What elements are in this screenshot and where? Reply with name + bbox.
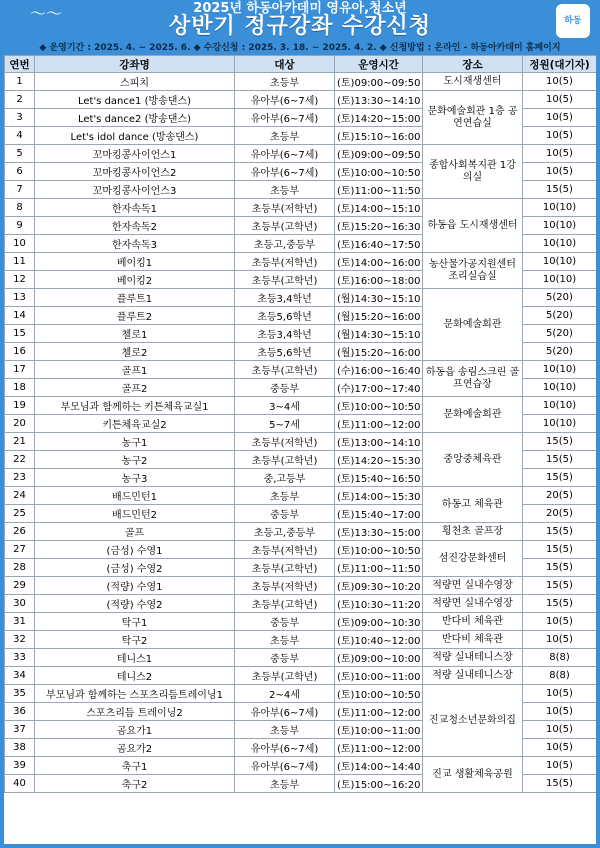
course-name: 테니스1 — [35, 649, 235, 667]
row-number: 23 — [5, 469, 35, 487]
row-number: 36 — [5, 703, 35, 721]
schedule-time: (토)13:00~14:10 — [335, 433, 423, 451]
course-name: 꼬마킹콩사이언스1 — [35, 145, 235, 163]
row-number: 2 — [5, 91, 35, 109]
capacity: 10(10) — [523, 379, 597, 397]
target-group: 초등부(고학년) — [235, 559, 335, 577]
row-number: 14 — [5, 307, 35, 325]
schedule-time: (월)15:20~16:00 — [335, 307, 423, 325]
schedule-time: (월)14:30~15:10 — [335, 289, 423, 307]
schedule-time: (토)15:00~16:20 — [335, 775, 423, 793]
course-name: 플루트1 — [35, 289, 235, 307]
schedule-time: (토)09:00~10:00 — [335, 649, 423, 667]
row-number: 20 — [5, 415, 35, 433]
course-name: 배드민턴1 — [35, 487, 235, 505]
target-group: 중등부 — [235, 649, 335, 667]
course-name: 한자속독3 — [35, 235, 235, 253]
target-group: 초등부 — [235, 487, 335, 505]
schedule-time: (토)14:00~14:40 — [335, 757, 423, 775]
capacity: 10(5) — [523, 757, 597, 775]
table-row — [5, 685, 597, 703]
target-group: 초등부 — [235, 775, 335, 793]
row-number: 16 — [5, 343, 35, 361]
column-header: 장소 — [423, 56, 523, 73]
target-group: 2~4세 — [235, 685, 335, 703]
capacity: 10(5) — [523, 631, 597, 649]
row-number: 8 — [5, 199, 35, 217]
table-row — [5, 523, 597, 541]
venue: 적량면 실내수영장 — [423, 577, 523, 595]
course-name: (적량) 수영2 — [35, 595, 235, 613]
capacity: 10(5) — [523, 145, 597, 163]
venue: 중앙중체육관 — [423, 433, 523, 487]
table-row — [5, 289, 597, 307]
row-number: 31 — [5, 613, 35, 631]
table-header-row — [5, 56, 597, 73]
course-name: 첼로1 — [35, 325, 235, 343]
row-number: 28 — [5, 559, 35, 577]
target-group: 중등부 — [235, 379, 335, 397]
schedule-time: (토)10:00~10:50 — [335, 541, 423, 559]
schedule-time: (토)16:00~18:00 — [335, 271, 423, 289]
course-name: (금성) 수영1 — [35, 541, 235, 559]
table-row — [5, 595, 597, 613]
row-number: 17 — [5, 361, 35, 379]
course-name: 베이킹1 — [35, 253, 235, 271]
target-group: 초등부 — [235, 631, 335, 649]
capacity: 8(8) — [523, 649, 597, 667]
course-name: 탁구1 — [35, 613, 235, 631]
course-name: 꼬마킹콩사이언스3 — [35, 181, 235, 199]
schedule-time: (토)14:00~15:30 — [335, 487, 423, 505]
bird-icon: 〜〜 — [30, 4, 63, 23]
row-number: 6 — [5, 163, 35, 181]
course-name: Let's dance1 (방송댄스) — [35, 91, 235, 109]
target-group: 초등부 — [235, 721, 335, 739]
table-row — [5, 649, 597, 667]
capacity: 10(10) — [523, 397, 597, 415]
capacity: 10(10) — [523, 217, 597, 235]
target-group: 유아부(6~7세) — [235, 145, 335, 163]
course-name: 곰요가1 — [35, 721, 235, 739]
venue: 적량면 실내수영장 — [423, 595, 523, 613]
capacity: 15(5) — [523, 181, 597, 199]
schedule-time: (토)10:00~10:50 — [335, 163, 423, 181]
schedule-time: (토)14:20~15:30 — [335, 451, 423, 469]
table-row — [5, 613, 597, 631]
course-name: 축구2 — [35, 775, 235, 793]
target-group: 초등부(고학년) — [235, 667, 335, 685]
schedule-time: (토)14:00~15:10 — [335, 199, 423, 217]
target-group: 중등부 — [235, 505, 335, 523]
schedule-time: (월)14:30~15:10 — [335, 325, 423, 343]
schedule-sheet — [4, 55, 596, 844]
column-header: 연번 — [5, 56, 35, 73]
course-table — [4, 55, 596, 793]
row-number: 33 — [5, 649, 35, 667]
target-group: 초등고,중등부 — [235, 235, 335, 253]
row-number: 30 — [5, 595, 35, 613]
target-group: 유아부(6~7세) — [235, 703, 335, 721]
row-number: 24 — [5, 487, 35, 505]
schedule-time: (토)11:00~11:50 — [335, 181, 423, 199]
capacity: 10(5) — [523, 163, 597, 181]
row-number: 18 — [5, 379, 35, 397]
capacity: 8(8) — [523, 667, 597, 685]
row-number: 38 — [5, 739, 35, 757]
course-name: 첼로2 — [35, 343, 235, 361]
schedule-time: (토)10:00~11:00 — [335, 721, 423, 739]
course-name: 배드민턴2 — [35, 505, 235, 523]
course-name: 베이킹2 — [35, 271, 235, 289]
capacity: 10(5) — [523, 109, 597, 127]
row-number: 35 — [5, 685, 35, 703]
venue: 농산물가공지원센터 조리실습실 — [423, 253, 523, 289]
target-group: 3~4세 — [235, 397, 335, 415]
course-name: 플루트2 — [35, 307, 235, 325]
course-name: 꼬마킹콩사이언스2 — [35, 163, 235, 181]
capacity: 10(5) — [523, 721, 597, 739]
venue: 적량 실내테니스장 — [423, 667, 523, 685]
table-row — [5, 361, 597, 379]
target-group: 5~7세 — [235, 415, 335, 433]
course-name: (금성) 수영2 — [35, 559, 235, 577]
column-header: 대상 — [235, 56, 335, 73]
capacity: 5(20) — [523, 343, 597, 361]
row-number: 5 — [5, 145, 35, 163]
row-number: 32 — [5, 631, 35, 649]
target-group: 초등부(고학년) — [235, 451, 335, 469]
schedule-time: (토)14:20~15:00 — [335, 109, 423, 127]
schedule-time: (토)14:00~16:00 — [335, 253, 423, 271]
schedule-time: (토)10:00~10:50 — [335, 397, 423, 415]
course-name: 탁구2 — [35, 631, 235, 649]
capacity: 15(5) — [523, 451, 597, 469]
capacity: 5(20) — [523, 325, 597, 343]
schedule-time: (토)13:30~14:10 — [335, 91, 423, 109]
table-row — [5, 757, 597, 775]
target-group: 초등3,4학년 — [235, 289, 335, 307]
target-group: 초등부(저학년) — [235, 253, 335, 271]
row-number: 39 — [5, 757, 35, 775]
course-name: 농구3 — [35, 469, 235, 487]
capacity: 15(5) — [523, 577, 597, 595]
row-number: 27 — [5, 541, 35, 559]
schedule-time: (토)16:40~17:50 — [335, 235, 423, 253]
target-group: 초등부(고학년) — [235, 271, 335, 289]
capacity: 10(5) — [523, 91, 597, 109]
course-name: 부모님과 함께하는 키튼체육교실1 — [35, 397, 235, 415]
table-row — [5, 145, 597, 163]
course-name: 키튼체육교실2 — [35, 415, 235, 433]
capacity: 10(5) — [523, 73, 597, 91]
target-group: 초등부(고학년) — [235, 217, 335, 235]
target-group: 유아부(6~7세) — [235, 739, 335, 757]
schedule-time: (토)10:30~11:20 — [335, 595, 423, 613]
schedule-time: (토)13:30~15:00 — [335, 523, 423, 541]
course-name: 곰요가2 — [35, 739, 235, 757]
row-number: 4 — [5, 127, 35, 145]
table-row — [5, 433, 597, 451]
capacity: 10(5) — [523, 739, 597, 757]
target-group: 초등부 — [235, 181, 335, 199]
row-number: 10 — [5, 235, 35, 253]
capacity: 5(20) — [523, 307, 597, 325]
capacity: 15(5) — [523, 433, 597, 451]
target-group: 초등부(저학년) — [235, 577, 335, 595]
capacity: 10(10) — [523, 253, 597, 271]
schedule-time: (월)15:20~16:00 — [335, 343, 423, 361]
schedule-time: (토)11:00~12:00 — [335, 703, 423, 721]
course-name: 한자속독2 — [35, 217, 235, 235]
capacity: 5(20) — [523, 289, 597, 307]
table-row — [5, 541, 597, 559]
row-number: 25 — [5, 505, 35, 523]
venue: 반다비 체육관 — [423, 631, 523, 649]
target-group: 초등고,중등부 — [235, 523, 335, 541]
info-line: ◆ 운영기간 : 2025. 4. ~ 2025. 6. ◆ 수강신청 : 2025. 3. 18. ~ 2025. 4. 2. ◆ 신청방법 : 온라인 - 하동아카데미 홈페이지 — [39, 43, 561, 53]
target-group: 유아부(6~7세) — [235, 109, 335, 127]
venue: 하동읍 도시재생센터 — [423, 199, 523, 253]
course-name: Let's idol dance (방송댄스) — [35, 127, 235, 145]
schedule-time: (토)09:30~10:20 — [335, 577, 423, 595]
course-name: 축구1 — [35, 757, 235, 775]
table-row — [5, 487, 597, 505]
target-group: 초등5,6학년 — [235, 307, 335, 325]
table-row — [5, 667, 597, 685]
course-name: 한자속독1 — [35, 199, 235, 217]
capacity: 15(5) — [523, 595, 597, 613]
row-number: 26 — [5, 523, 35, 541]
table-row — [5, 73, 597, 91]
capacity: 10(10) — [523, 271, 597, 289]
column-header: 운영시간 — [335, 56, 423, 73]
schedule-time: (토)09:00~09:50 — [335, 73, 423, 91]
row-number: 7 — [5, 181, 35, 199]
venue: 진교 생활체육공원 — [423, 757, 523, 793]
row-number: 19 — [5, 397, 35, 415]
venue: 문화예술회관 — [423, 397, 523, 433]
row-number: 12 — [5, 271, 35, 289]
venue: 문화예술회관 — [423, 289, 523, 361]
course-name: 부모님과 함께하는 스포츠리듬트레이닝1 — [35, 685, 235, 703]
venue: 반다비 체육관 — [423, 613, 523, 631]
row-number: 37 — [5, 721, 35, 739]
logo-icon: 하동 — [556, 4, 590, 38]
schedule-time: (수)17:00~17:40 — [335, 379, 423, 397]
row-number: 9 — [5, 217, 35, 235]
row-number: 40 — [5, 775, 35, 793]
target-group: 초등부(고학년) — [235, 595, 335, 613]
capacity: 10(10) — [523, 361, 597, 379]
schedule-time: (토)10:40~12:00 — [335, 631, 423, 649]
schedule-time: (토)11:00~11:50 — [335, 559, 423, 577]
target-group: 초등부(저학년) — [235, 433, 335, 451]
column-header: 강좌명 — [35, 56, 235, 73]
row-number: 15 — [5, 325, 35, 343]
row-number: 29 — [5, 577, 35, 595]
schedule-time: (수)16:00~16:40 — [335, 361, 423, 379]
schedule-time: (토)10:00~10:50 — [335, 685, 423, 703]
target-group: 초등부 — [235, 127, 335, 145]
course-name: 농구1 — [35, 433, 235, 451]
target-group: 초등부(저학년) — [235, 199, 335, 217]
venue: 문화예술회관 1층 공연연습실 — [423, 91, 523, 145]
capacity: 15(5) — [523, 541, 597, 559]
course-name: 스피치 — [35, 73, 235, 91]
header-subtitle: 2025년 하동아카데미 영유아,청소년 — [193, 1, 407, 16]
row-number: 3 — [5, 109, 35, 127]
schedule-time: (토)11:00~12:00 — [335, 739, 423, 757]
schedule-time: (토)10:00~11:00 — [335, 667, 423, 685]
target-group: 초등5,6학년 — [235, 343, 335, 361]
course-name: 골프 — [35, 523, 235, 541]
table-row — [5, 253, 597, 271]
capacity: 10(10) — [523, 415, 597, 433]
capacity: 15(5) — [523, 469, 597, 487]
capacity: 10(10) — [523, 235, 597, 253]
target-group: 초등3,4학년 — [235, 325, 335, 343]
table-row — [5, 577, 597, 595]
page-title: 상반기 정규강좌 수강신청 — [168, 14, 432, 39]
course-name: 스포츠리듬 트레이닝2 — [35, 703, 235, 721]
venue: 종합사회복지관 1강의실 — [423, 145, 523, 199]
table-row — [5, 397, 597, 415]
capacity: 10(10) — [523, 199, 597, 217]
course-name: 골프2 — [35, 379, 235, 397]
target-group: 중등부 — [235, 613, 335, 631]
course-name: (적량) 수영1 — [35, 577, 235, 595]
target-group: 유아부(6~7세) — [235, 91, 335, 109]
table-body — [5, 73, 597, 793]
schedule-time: (토)15:40~16:50 — [335, 469, 423, 487]
target-group: 초등부(저학년) — [235, 541, 335, 559]
venue: 하동고 체육관 — [423, 487, 523, 523]
schedule-time: (토)09:00~09:50 — [335, 145, 423, 163]
target-group: 유아부(6~7세) — [235, 163, 335, 181]
capacity: 10(5) — [523, 127, 597, 145]
schedule-time: (토)15:20~16:30 — [335, 217, 423, 235]
capacity: 15(5) — [523, 775, 597, 793]
course-name: 농구2 — [35, 451, 235, 469]
venue: 섬진강문화센터 — [423, 541, 523, 577]
venue: 진교청소년문화의집 — [423, 685, 523, 757]
schedule-time: (토)15:10~16:00 — [335, 127, 423, 145]
course-name: 테니스2 — [35, 667, 235, 685]
capacity: 10(5) — [523, 613, 597, 631]
schedule-time: (토)09:00~10:30 — [335, 613, 423, 631]
capacity: 10(5) — [523, 703, 597, 721]
column-header: 정원(대기자) — [523, 56, 597, 73]
target-group: 중,고등부 — [235, 469, 335, 487]
row-number: 11 — [5, 253, 35, 271]
table-row — [5, 199, 597, 217]
row-number: 34 — [5, 667, 35, 685]
course-name: 골프1 — [35, 361, 235, 379]
capacity: 20(5) — [523, 487, 597, 505]
row-number: 22 — [5, 451, 35, 469]
table-row — [5, 631, 597, 649]
schedule-time: (토)11:00~12:00 — [335, 415, 423, 433]
venue: 도시재생센터 — [423, 73, 523, 91]
target-group: 초등부(고학년) — [235, 361, 335, 379]
table-row — [5, 91, 597, 109]
target-group: 초등부 — [235, 73, 335, 91]
capacity: 20(5) — [523, 505, 597, 523]
venue: 적량 실내테니스장 — [423, 649, 523, 667]
schedule-time: (토)15:40~17:00 — [335, 505, 423, 523]
venue: 하동읍 송림스크린 골프연습장 — [423, 361, 523, 397]
capacity: 10(5) — [523, 685, 597, 703]
capacity: 15(5) — [523, 523, 597, 541]
row-number: 13 — [5, 289, 35, 307]
course-name: Let's dance2 (방송댄스) — [35, 109, 235, 127]
row-number: 1 — [5, 73, 35, 91]
capacity: 15(5) — [523, 559, 597, 577]
row-number: 21 — [5, 433, 35, 451]
venue: 횡천초 골프장 — [423, 523, 523, 541]
target-group: 유아부(6~7세) — [235, 757, 335, 775]
